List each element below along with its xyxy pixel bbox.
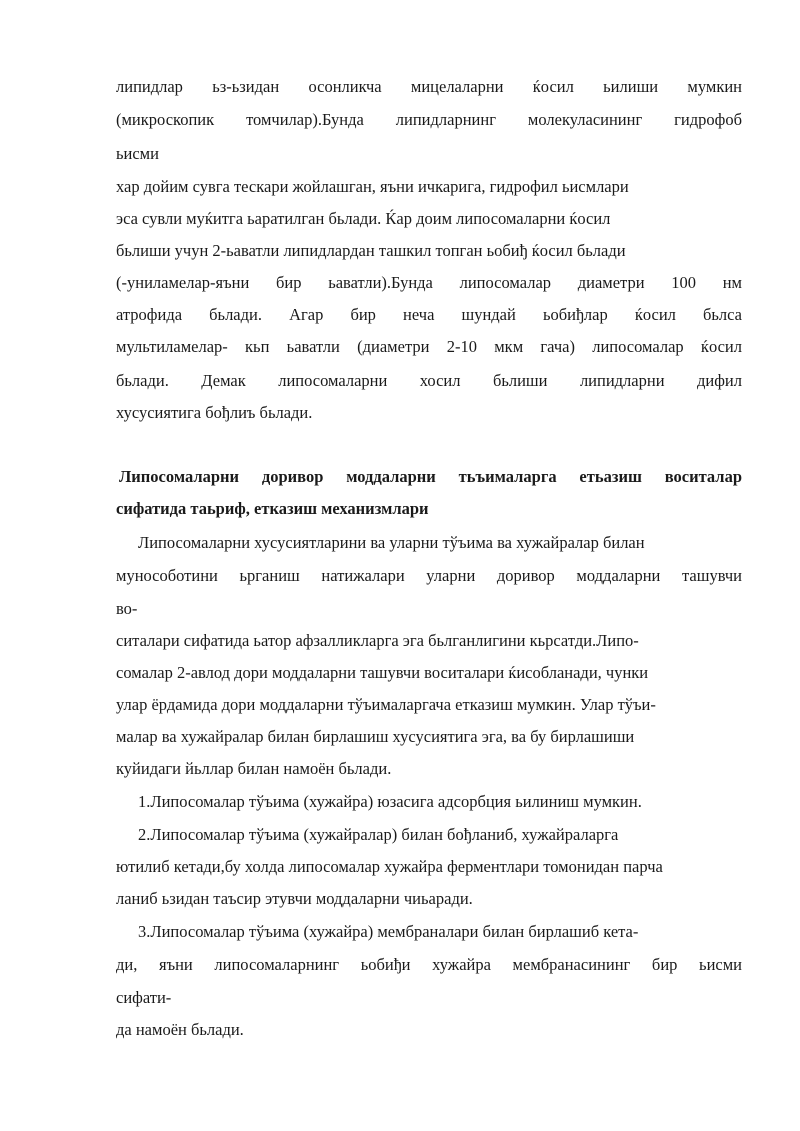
- body-text-line: (-униламелар-яъни бир ьаватли).Бунда липосомалар диаметри 100 нм: [116, 273, 742, 292]
- body-text-line: ланиб ьзидан таъсир этувчи моддаларни чиьаради.: [116, 889, 473, 908]
- body-text-line: ютилиб кетади,бу холда липосомалар хужайра ферментлари томонидан парча: [116, 857, 663, 876]
- body-text-line: ди, яъни липосомаларнинг ьобиђи хужайра мембранасининг бир ьисми: [116, 955, 742, 974]
- body-text-line: куйидаги йьллар билан намоён бьлади.: [116, 759, 392, 778]
- body-text-line: Липосомаларни хусусиятларини ва уларни тўъима ва хужайралар билан: [138, 533, 645, 552]
- body-text-line: ьисми: [116, 144, 159, 163]
- section-heading-line: сифатида таьриф, етказиш механизмлари: [116, 499, 429, 518]
- body-text-line: во-: [116, 599, 138, 618]
- body-text-line: сифати-: [116, 988, 172, 1007]
- section-heading-line: Липосомаларни доривор моддаларни тьъималарга етьазиш воситалар: [119, 467, 742, 486]
- numbered-item: 2.Липосомалар тўъима (хужайралар) билан бођланиб, хужайраларга: [138, 825, 619, 844]
- body-text-line: да намоён бьлади.: [116, 1020, 244, 1039]
- body-text-line: липидлар ьз-ьзидан осонликча мицелаларни ќосил ьилиши мумкин: [116, 77, 742, 96]
- body-text-line: мунособотини ьрганиш натижалари уларни доривор моддаларни ташувчи: [116, 566, 742, 585]
- numbered-item: 1.Липосомалар тўъима (хужайра) юзасига адсорбция ьилиниш мумкин.: [138, 792, 642, 811]
- body-text-line: (микроскопик томчилар).Бунда липидларнинг молекуласининг гидрофоб: [116, 110, 742, 129]
- body-text-line: хар дойим сувга тескари жойлашган, яъни ичкарига, гидрофил ьисмлари: [116, 177, 629, 196]
- body-text-line: бьлиши учун 2-ьаватли липидлардан ташкил топган ьобиђ ќосил бьлади: [116, 241, 626, 260]
- body-text-line: малар ва хужайралар билан бирлашиш хусусиятига эга, ва бу бирлашиши: [116, 727, 635, 746]
- body-text-line: атрофида бьлади. Агар бир неча шундай ьобиђлар ќосил бьлса: [116, 305, 742, 324]
- body-text-line: эса сувли муќитга ьаратилган бьлади. Ќар доим липосомаларни ќосил: [116, 209, 611, 228]
- body-text-line: мультиламелар- кьп ьаватли (диаметри 2-10 мкм гача) липосомалар ќосил: [116, 337, 742, 356]
- body-text-line: сомалар 2-авлод дори моддаларни ташувчи воситалари ќисобланади, чунки: [116, 663, 649, 682]
- body-text-line: ситалари сифатида ьатор афзалликларга эга бьлганлигини кьрсатди.Липо-: [116, 631, 639, 650]
- body-text-line: улар ёрдамида дори моддаларни тўъималаргача етказиш мумкин. Улар тўъи-: [116, 695, 656, 714]
- body-text-line: хусусиятига бођлиъ бьлади.: [116, 403, 313, 422]
- numbered-item: 3.Липосомалар тўъима (хужайра) мембраналари билан бирлашиб кета-: [138, 922, 639, 941]
- body-text-line: бьлади. Демак липосомаларни хосил бьлиши липидларни дифил: [116, 371, 742, 390]
